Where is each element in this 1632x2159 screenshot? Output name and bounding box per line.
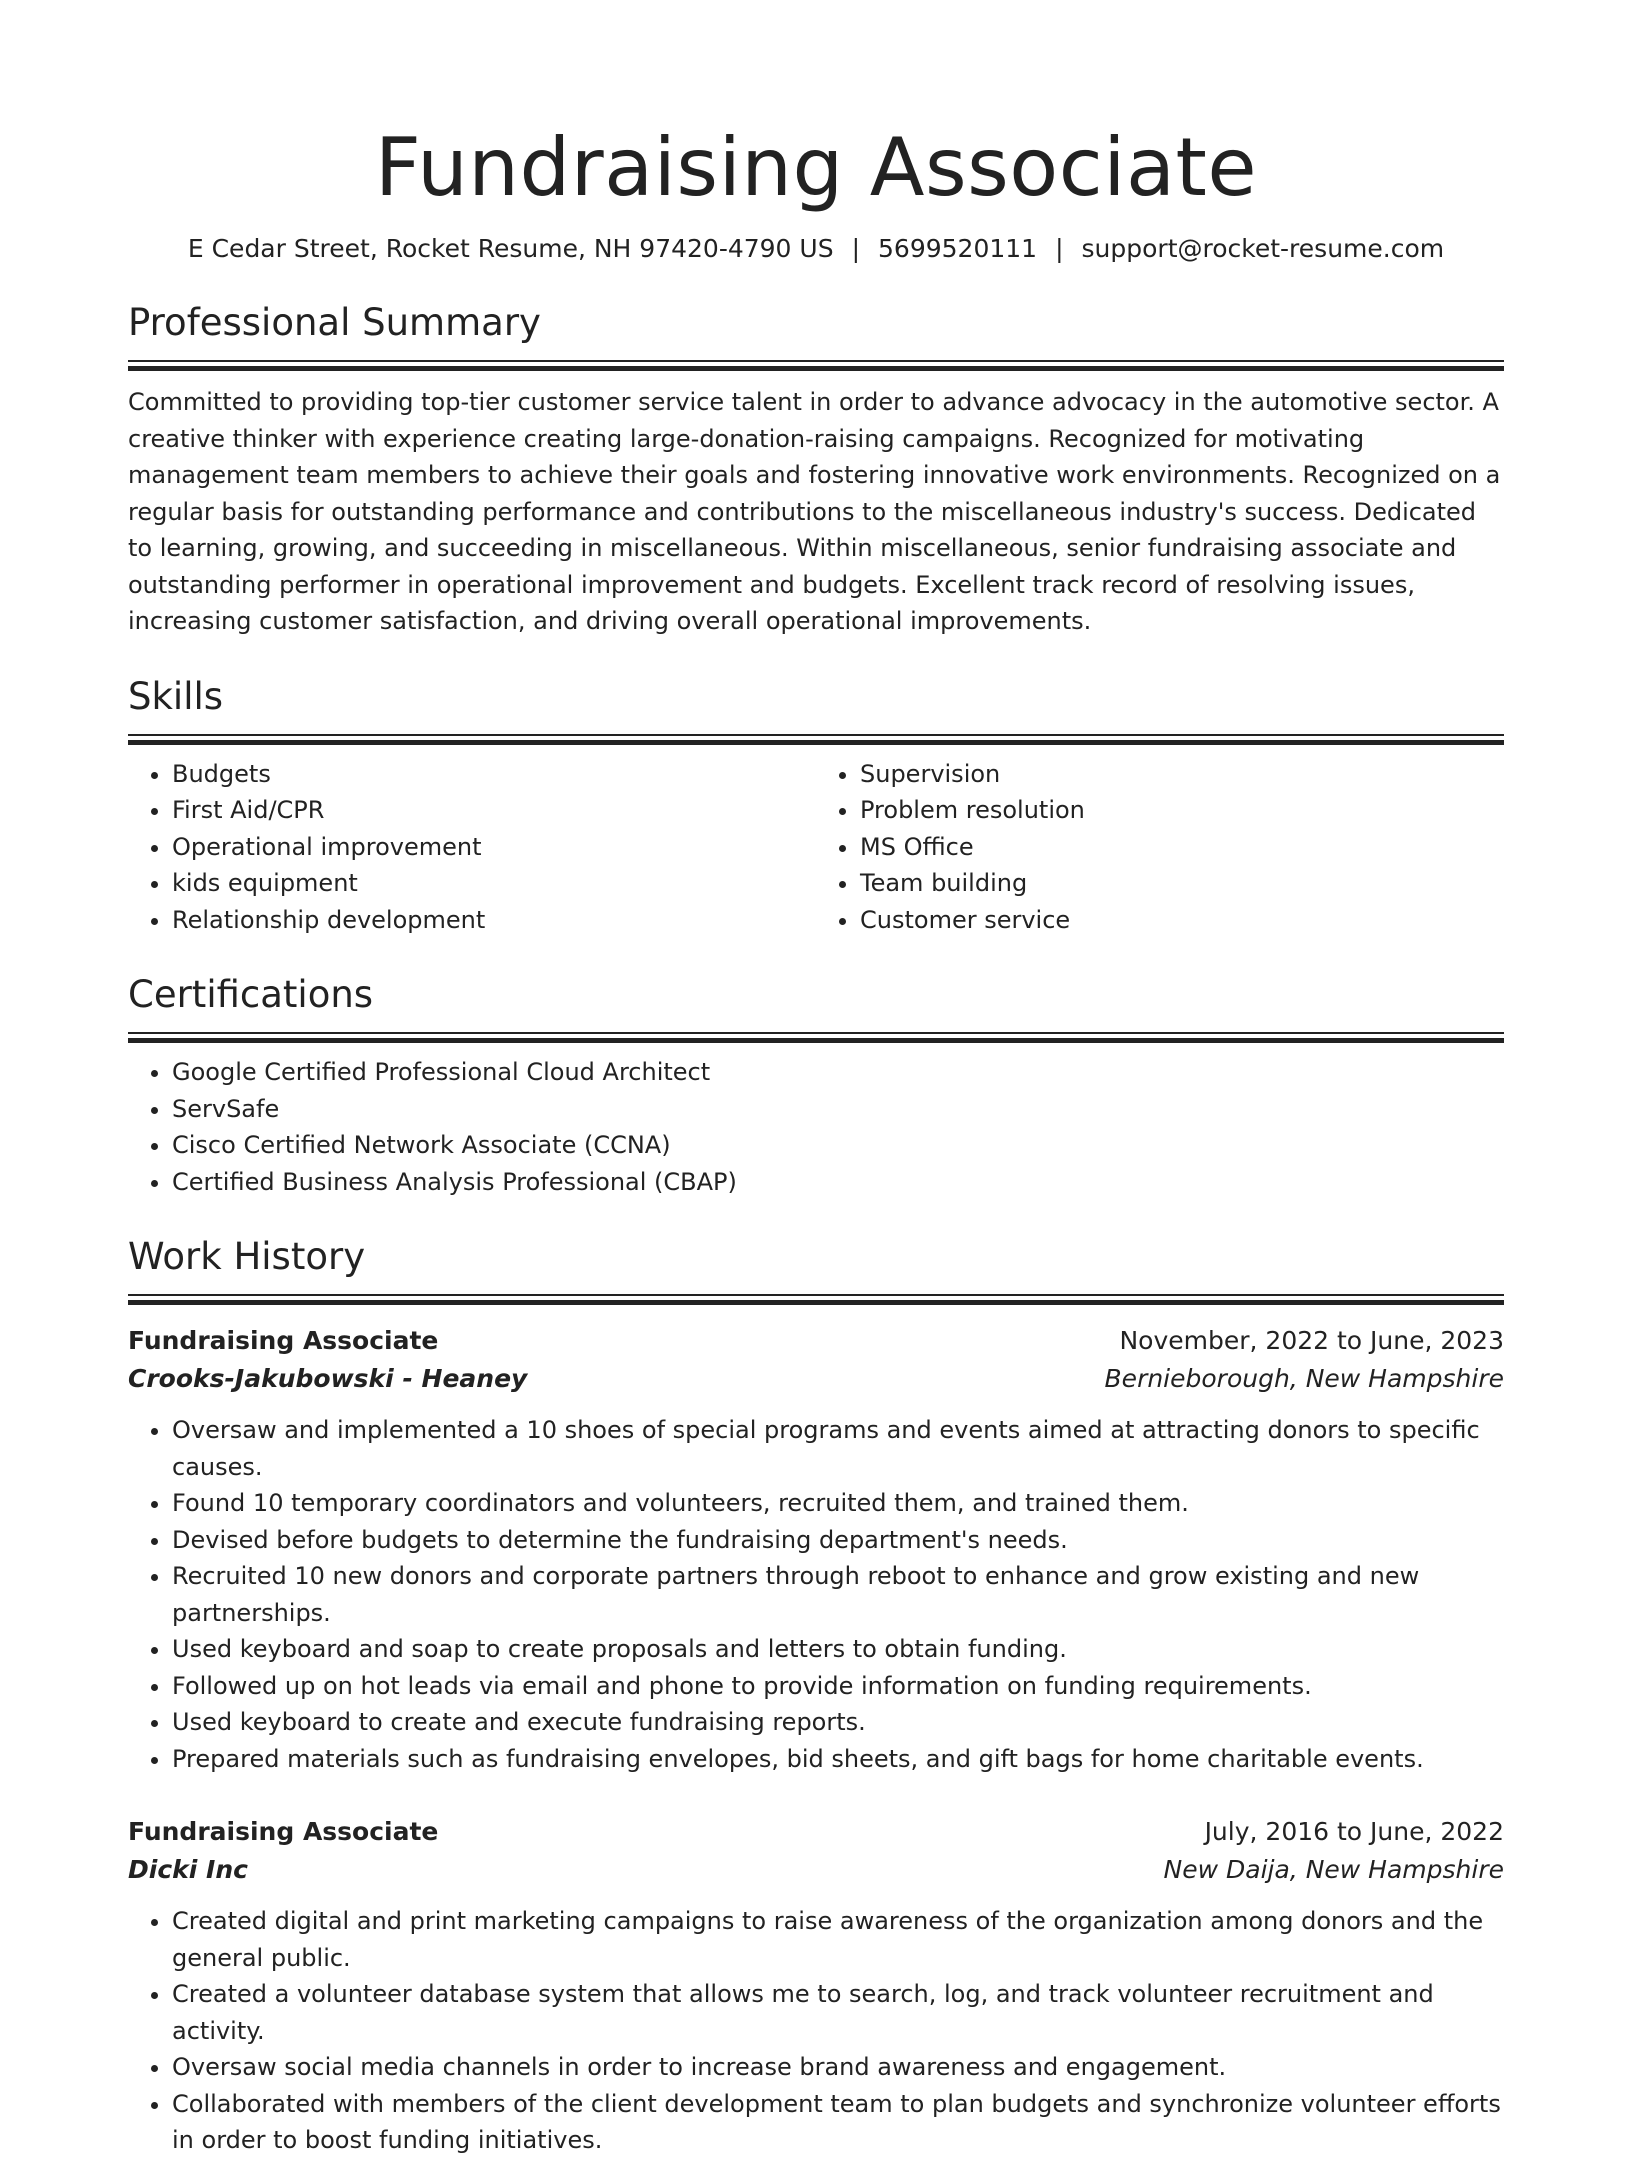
contact-separator: | bbox=[1055, 234, 1064, 263]
job-duty: • Created a volunteer database system that allows me to search, log, and track volunteer recruitment and activity. bbox=[172, 1976, 1504, 2049]
skill-item: • Customer service bbox=[860, 902, 1504, 939]
certification-item: • ServSafe bbox=[172, 1091, 1504, 1128]
contact-phone: 5699520111 bbox=[878, 234, 1038, 263]
job-duty: • Found 10 temporary coordinators and volunteers, recruited them, and trained them. bbox=[172, 1485, 1504, 1522]
job-duties-list bbox=[128, 1903, 1504, 2159]
job-duty: • Used keyboard and soap to create proposals and letters to obtain funding. bbox=[172, 1631, 1504, 1668]
job-subheader-row bbox=[128, 1360, 1504, 1398]
job-duty: • Created digital and print marketing campaigns to raise awareness of the organization among donors and the general public. bbox=[172, 1903, 1504, 1976]
job-company: Dicki Inc bbox=[128, 1855, 248, 1884]
job-duty: • Used keyboard to create and execute fundraising reports. bbox=[172, 1704, 1504, 1741]
job-location: New Daija, New Hampshire bbox=[1163, 1855, 1504, 1884]
section-divider bbox=[128, 1032, 1504, 1042]
section-divider bbox=[128, 360, 1504, 370]
section-heading-certifications: Certifications bbox=[128, 973, 374, 1016]
section-summary bbox=[128, 300, 1504, 640]
job-duty: • Recruited 10 new donors and corporate partners through reboot to enhance and grow existing and new partnerships. bbox=[172, 1558, 1504, 1631]
job-duty: • Prepared materials such as fundraising envelopes, bid sheets, and gift bags for home charitable events. bbox=[172, 1741, 1504, 1778]
section-work-history bbox=[128, 1234, 1504, 2159]
job-duty: • Devised before budgets to determine the fundraising department's needs. bbox=[172, 1522, 1504, 1559]
skill-item: • First Aid/CPR bbox=[172, 792, 816, 829]
skill-item: • Budgets bbox=[172, 756, 816, 793]
job-duty: • Oversaw and implemented a 10 shoes of special programs and events aimed at attracting donors to specific causes. bbox=[172, 1412, 1504, 1485]
skill-item: • Relationship development bbox=[172, 902, 816, 939]
contact-line bbox=[128, 232, 1504, 266]
job-subheader-row bbox=[128, 1851, 1504, 1889]
skill-item: • kids equipment bbox=[172, 865, 816, 902]
job-entry bbox=[128, 1813, 1504, 2159]
certification-item: • Cisco Certified Network Associate (CCNA) bbox=[172, 1127, 1504, 1164]
certification-item: • Certified Business Analysis Professional (CBAP) bbox=[172, 1164, 1504, 1201]
certifications-list bbox=[128, 1054, 1504, 1200]
skill-item: • Problem resolution bbox=[860, 792, 1504, 829]
job-duty: • Oversaw social media channels in order to increase brand awareness and engagement. bbox=[172, 2049, 1504, 2086]
skills-list-right bbox=[816, 756, 1504, 939]
contact-address: E Cedar Street, Rocket Resume, NH 97420-4790 US bbox=[187, 234, 834, 263]
section-heading-skills: Skills bbox=[128, 674, 224, 718]
job-title: Fundraising Associate bbox=[128, 1326, 439, 1355]
section-divider bbox=[128, 734, 1504, 744]
certification-item: • Google Certified Professional Cloud Architect bbox=[172, 1054, 1504, 1091]
skill-item: • Operational improvement bbox=[172, 829, 816, 866]
section-heading-work-history: Work History bbox=[128, 1235, 366, 1278]
job-duty: • Followed up on hot leads via email and phone to provide information on funding requirements. bbox=[172, 1668, 1504, 1705]
resume-page bbox=[128, 118, 1504, 2159]
job-duties-list bbox=[128, 1412, 1504, 1777]
job-company: Crooks-Jakubowski - Heaney bbox=[128, 1364, 528, 1393]
job-title: Fundraising Associate bbox=[128, 1817, 439, 1846]
job-dates: November, 2022 to June, 2023 bbox=[1119, 1326, 1504, 1355]
job-header-row bbox=[128, 1322, 1504, 1360]
job-entry bbox=[128, 1322, 1504, 1777]
contact-email: support@rocket-resume.com bbox=[1081, 234, 1445, 263]
section-divider bbox=[128, 1294, 1504, 1304]
section-certifications bbox=[128, 972, 1504, 1200]
skill-item: • MS Office bbox=[860, 829, 1504, 866]
contact-separator: | bbox=[851, 234, 861, 263]
summary-text: Committed to providing top-tier customer service talent in order to advance advocacy in the automotive sector. A creative thinker with experience creating large-donation-raising campaigns. Recognized for motivating management team members to achieve their goals and fostering innovative work environments. Recognized on a regular basis for outstanding performance and contributions to the miscellaneous industry's success. Dedicated to learning, growing, and succeeding in miscellaneous. Within miscellaneous, senior fundraising associate and outstanding performer in operational improvement and budgets. Excellent track record of resolving issues, increasing customer satisfaction, and driving overall operational improvements. bbox=[128, 388, 1501, 635]
job-dates: July, 2016 to June, 2022 bbox=[1204, 1817, 1504, 1846]
skills-grid bbox=[128, 756, 1504, 939]
job-header-row bbox=[128, 1813, 1504, 1851]
job-duty: • Collaborated with members of the client development team to plan budgets and synchronize volunteer efforts in order to boost funding initiatives. bbox=[172, 2086, 1504, 2159]
skill-item: • Supervision bbox=[860, 756, 1504, 793]
section-skills bbox=[128, 674, 1504, 939]
job-location: Bernieborough, New Hampshire bbox=[1104, 1364, 1504, 1393]
skills-list-left bbox=[128, 756, 816, 939]
skill-item: • Team building bbox=[860, 865, 1504, 902]
section-heading-summary: Professional Summary bbox=[128, 301, 541, 344]
resume-title: Fundraising Associate bbox=[374, 121, 1258, 214]
